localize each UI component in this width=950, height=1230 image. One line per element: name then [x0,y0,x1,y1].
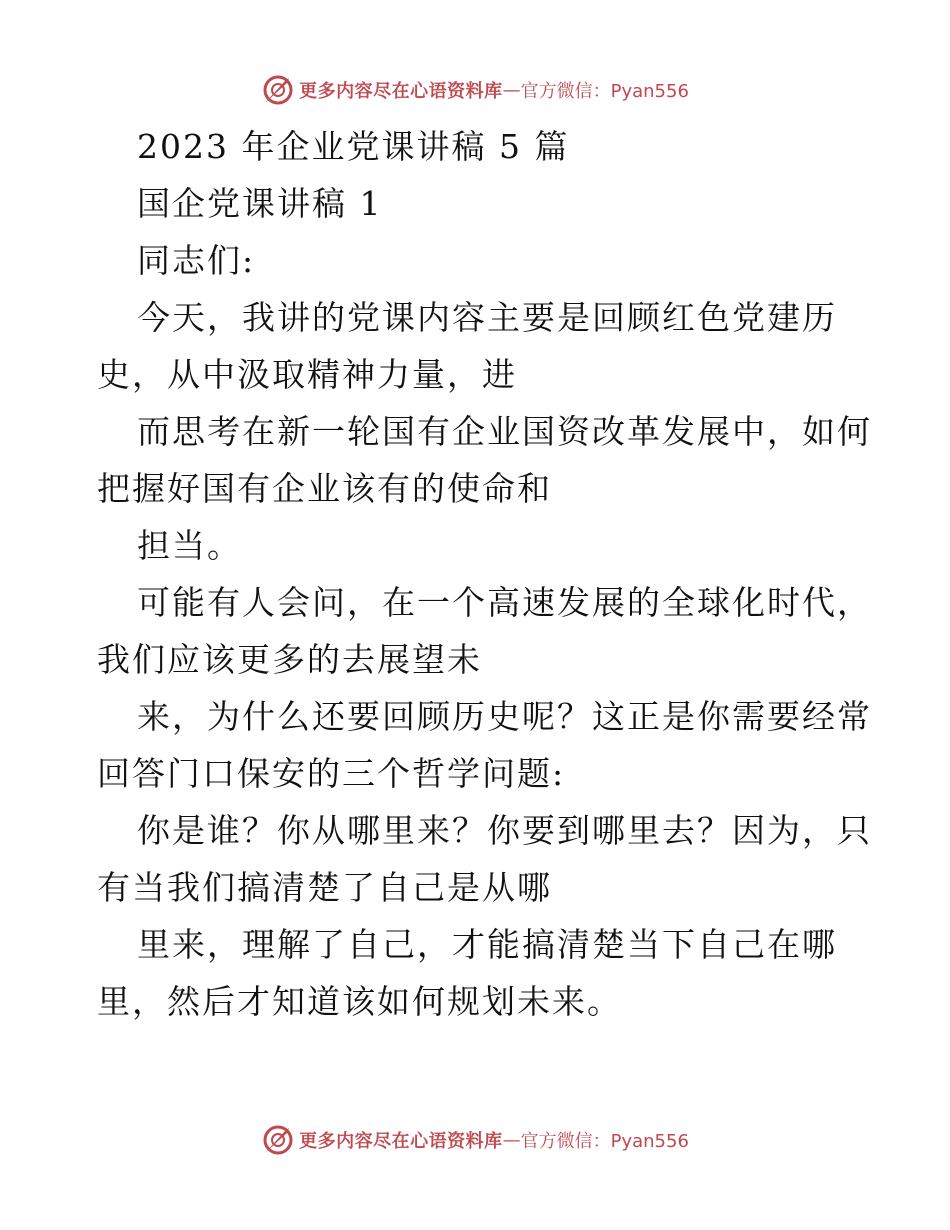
paragraph-line: 有当我们搞清楚了自己是从哪 [97,868,552,907]
paragraph-line: 今天，我讲的党课内容主要是回顾红色党建历 [137,298,837,337]
paragraph-line: 回答门口保安的三个哲学问题: [97,754,566,793]
document-title: 2023 年企业党课讲稿 5 篇 [137,127,570,166]
salutation: 同志们: [137,241,256,280]
document-body [97,118,872,1030]
banner-brand: 更多内容尽在心语资料库 [299,1131,503,1152]
paragraph-line: 里来，理解了自己，才能搞清楚当下自己在哪 [137,925,837,964]
paragraph-line: 可能有人会问，在一个高速发展的全球化时代， [137,583,872,622]
banner-separator: — [502,1129,521,1151]
banner-brand: 更多内容尽在心语资料库 [299,81,503,102]
banner-contact: 官方微信：Pyan556 [520,1131,689,1152]
quill-circle-logo-icon [261,1123,295,1157]
paragraph-line: 而思考在新一轮国有企业国资改革发展中，如何 [137,412,872,451]
header-banner [0,70,950,110]
paragraph-line: 我们应该更多的去展望未 [97,640,482,679]
banner-contact: 官方微信：Pyan556 [520,81,689,102]
paragraph-line: 担当。 [137,526,242,565]
banner-separator: — [502,79,521,101]
paragraph-line: 来，为什么还要回顾历史呢？这正是你需要经常 [137,697,872,736]
footer-banner [0,1120,950,1160]
paragraph-line: 你是谁？你从哪里来？你要到哪里去？因为，只 [137,811,872,850]
quill-circle-logo-icon [261,73,295,107]
paragraph-line: 把握好国有企业该有的使命和 [97,469,552,508]
section-heading: 国企党课讲稿 1 [137,184,383,223]
paragraph-line: 史，从中汲取精神力量，进 [97,355,517,394]
paragraph-line: 里，然后才知道该如何规划未来。 [97,982,622,1021]
